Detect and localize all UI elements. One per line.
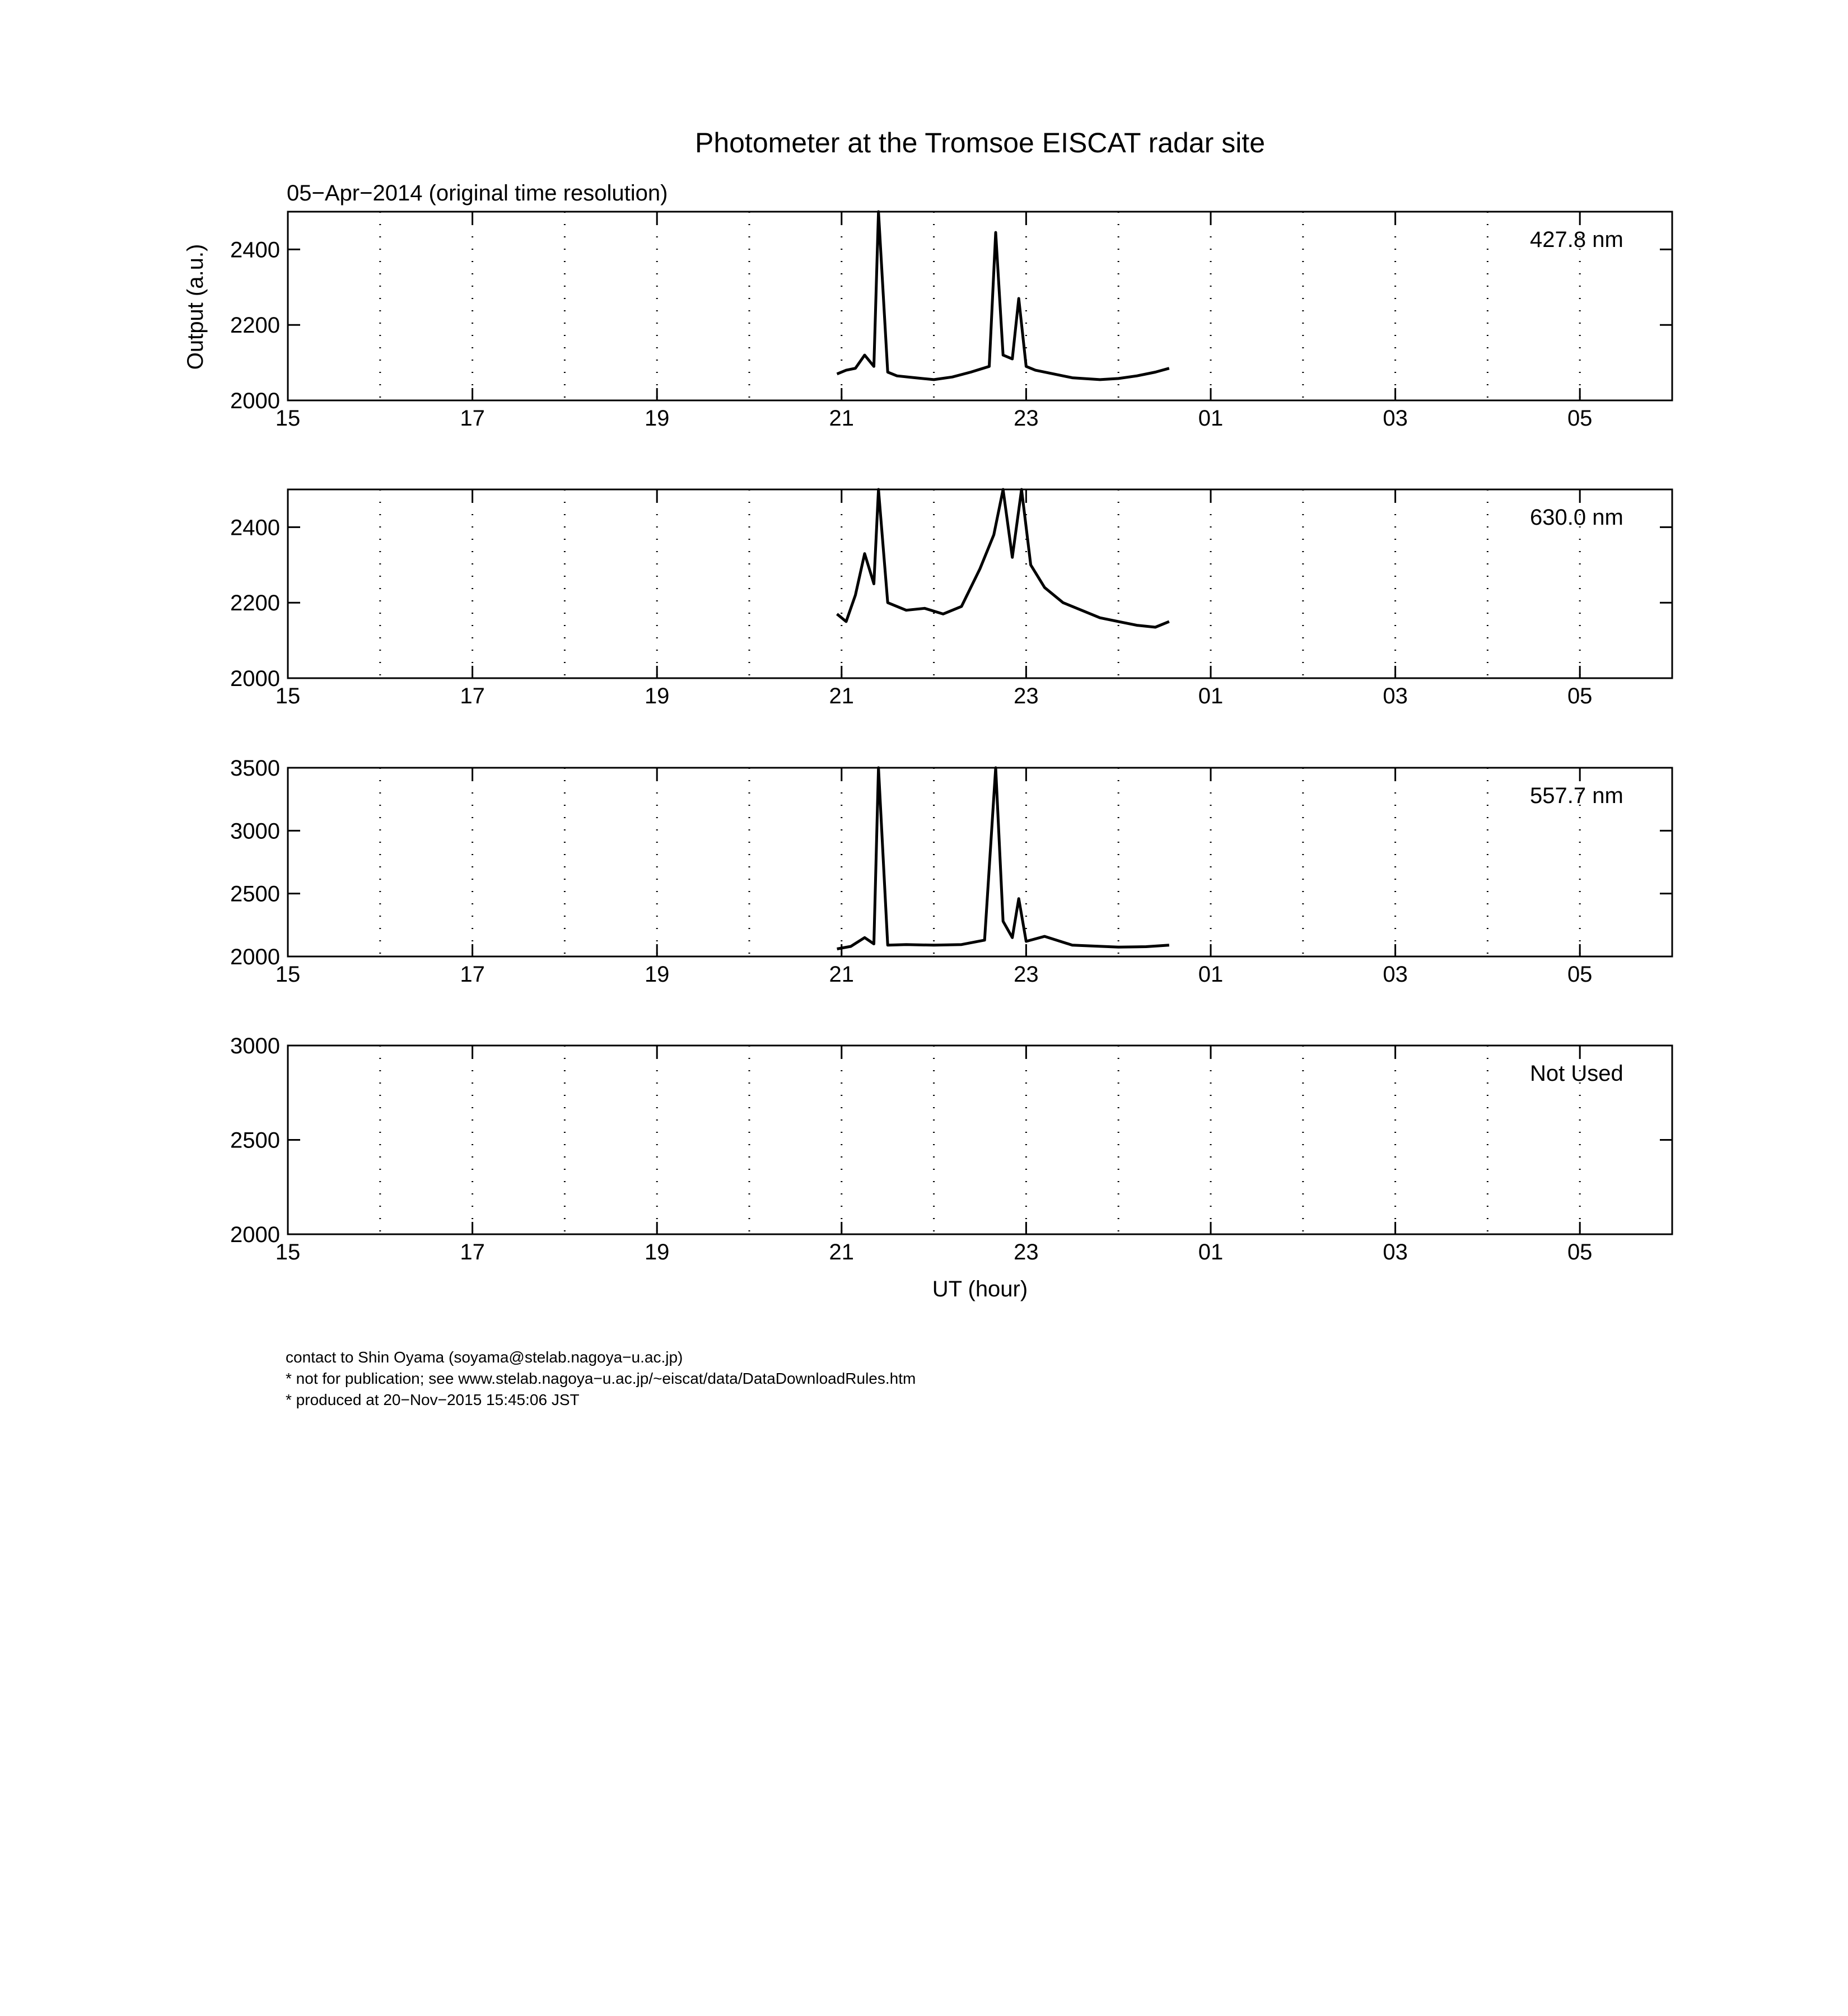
- x-tick-label: 23: [1014, 406, 1039, 431]
- footer-rules: * not for publication; see www.stelab.nagoya−u.ac.jp/~eiscat/data/DataDownloadRules.htm: [286, 1370, 916, 1387]
- y-tick-label: 2200: [230, 313, 280, 338]
- x-tick-label: 01: [1198, 962, 1224, 987]
- x-tick-label: 05: [1567, 1240, 1593, 1264]
- x-tick-label: 17: [460, 1240, 485, 1264]
- x-tick-label: 05: [1567, 406, 1593, 431]
- y-tick-label: 3000: [230, 1034, 280, 1058]
- x-tick-label: 01: [1198, 684, 1224, 708]
- x-tick-label: 03: [1383, 684, 1408, 708]
- x-tick-label: 15: [275, 1240, 301, 1264]
- panel-3: [230, 756, 1672, 987]
- data-trace: [837, 212, 1169, 380]
- y-tick-label: 2400: [230, 515, 280, 540]
- figure-title: Photometer at the Tromsoe EISCAT radar site: [694, 127, 1266, 158]
- x-tick-label: 15: [275, 962, 301, 987]
- x-tick-label: 19: [644, 406, 670, 431]
- data-trace: [837, 768, 1169, 949]
- footer: [286, 1347, 916, 1411]
- x-tick-label: 17: [460, 406, 485, 431]
- figure-subtitle: 05−Apr−2014 (original time resolution): [287, 181, 668, 206]
- wavelength-annotation: 427.8 nm: [1530, 227, 1623, 252]
- y-tick-label: 2000: [230, 945, 280, 969]
- y-tick-label: 3500: [230, 756, 280, 781]
- x-tick-label: 17: [460, 962, 485, 987]
- y-tick-label: 2000: [230, 666, 280, 691]
- x-axis-label: UT (hour): [932, 1277, 1028, 1301]
- wavelength-annotation: Not Used: [1530, 1061, 1623, 1086]
- y-tick-label: 2400: [230, 237, 280, 263]
- data-trace: [837, 489, 1169, 627]
- wavelength-annotation: 630.0 nm: [1530, 505, 1623, 530]
- x-tick-label: 23: [1014, 962, 1039, 987]
- x-tick-label: 19: [644, 962, 670, 987]
- x-tick-label: 19: [644, 684, 670, 708]
- x-tick-label: 15: [275, 684, 301, 708]
- panel-4: [230, 1034, 1672, 1264]
- x-tick-label: 21: [829, 406, 855, 431]
- y-tick-label: 2500: [230, 881, 280, 907]
- y-tick-label: 2000: [230, 389, 280, 413]
- x-tick-label: 21: [829, 962, 855, 987]
- axes-box: [288, 1046, 1672, 1234]
- x-tick-label: 17: [460, 684, 485, 708]
- x-tick-label: 03: [1383, 1240, 1408, 1264]
- panel-2: [230, 489, 1672, 708]
- x-tick-label: 19: [644, 1240, 670, 1264]
- x-tick-label: 21: [829, 684, 855, 708]
- x-tick-label: 03: [1383, 962, 1408, 987]
- y-tick-label: 2000: [230, 1222, 280, 1247]
- panels-group: [230, 212, 1672, 1264]
- x-tick-label: 01: [1198, 406, 1224, 431]
- x-tick-label: 05: [1567, 962, 1593, 987]
- x-tick-label: 23: [1014, 684, 1039, 708]
- axes-box: [288, 212, 1672, 400]
- x-tick-label: 01: [1198, 1240, 1224, 1264]
- axes-box: [288, 489, 1672, 678]
- y-tick-label: 2500: [230, 1128, 280, 1153]
- panel-1: [230, 212, 1672, 431]
- axes-box: [288, 768, 1672, 956]
- x-tick-label: 21: [829, 1240, 855, 1264]
- y-axis-label: Output (a.u.): [183, 244, 208, 370]
- y-tick-label: 2200: [230, 591, 280, 616]
- footer-contact: contact to Shin Oyama (soyama@stelab.nagoya−u.ac.jp): [286, 1348, 683, 1366]
- wavelength-annotation: 557.7 nm: [1530, 783, 1623, 808]
- x-tick-label: 05: [1567, 684, 1593, 708]
- footer-produced: * produced at 20−Nov−2015 15:45:06 JST: [286, 1391, 580, 1408]
- x-tick-label: 15: [275, 406, 301, 431]
- x-tick-label: 23: [1014, 1240, 1039, 1264]
- y-tick-label: 3000: [230, 819, 280, 844]
- x-tick-label: 03: [1383, 406, 1408, 431]
